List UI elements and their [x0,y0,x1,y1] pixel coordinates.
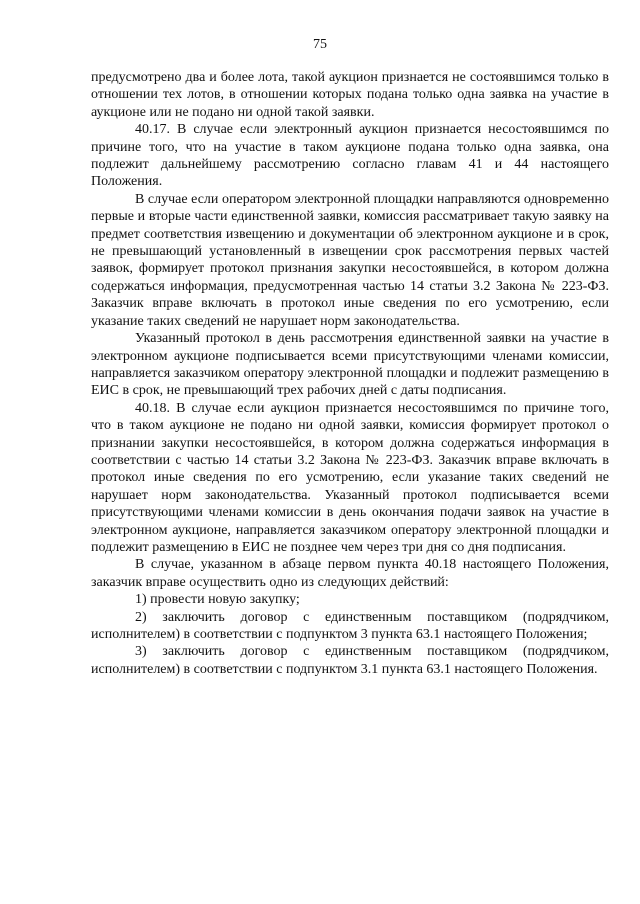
paragraph-4: Указанный протокол в день рассмотрения единственной заявки на участие в электронном аукционе подписывается всеми присутствующими членами комиссии, направляется заказчиком оператору электронной площадки и подлежит размещению в ЕИС в срок, не превышающий трех рабочих дней с даты подписания. [91,331,609,399]
paragraph-2: 40.17. В случае если электронный аукцион признается несостоявшимся по причине того, что на участие в таком аукционе подана только одна заявка, она подлежит дальнейшему рассмотрению согласно главам 41 и 44 настоящего Положения. [91,122,609,190]
paragraph-5: 40.18. В случае если аукцион признается несостоявшимся по причине того, что в таком аукционе не подано ни одной заявки, комиссия формирует протокол о признании закупки несостоявшейся, в котором должна содержаться информация в соответствии с частью 14 статьи 3.2 Закона № 223-ФЗ. Заказчик вправе включать в протокол иные сведения по его усмотрению, если указание таких сведений не нарушает норм законодательства. Указанный протокол подписывается всеми присутствующими членами комиссии в день окончания подачи заявок на участие в электронном аукционе, направляется заказчиком оператору электронной площадки и подлежит размещению в ЕИС не позднее чем через три дня со дня подписания. [91,400,609,555]
list-item-1: 1) провести новую закупку; [135,592,300,608]
list-item-2: 2) заключить договор с единственным поставщиком (подрядчиком, исполнителем) в соответствии с подпунктом 3 пункта 63.1 настоящего Положения; [91,609,609,642]
list-item-3: 3) заключить договор с единственным поставщиком (подрядчиком, исполнителем) в соответствии с подпунктом 3.1 пункта 63.1 настоящего Положения. [91,644,609,677]
page-number: 75 [313,37,327,52]
paragraph-3: В случае если оператором электронной площадки направляются одновременно первые и вторые части единственной заявки, комиссия рассматривает такую заявку на предмет соответствия извещению и документации об электронном аукционе и в срок, не превышающий установленный в извещении срок рассмотрения первых частей заявок, формирует протокол признания закупки несостоявшейся, в котором должна содержаться информация, предусмотренная частью 14 статьи 3.2 Закона № 223-ФЗ. Заказчик вправе включать в протокол иные сведения по его усмотрению, если указание таких сведений не нарушает норм законодательства. [91,191,609,329]
paragraph-6: В случае, указанном в абзаце первом пункта 40.18 настоящего Положения, заказчик вправе осуществить одно из следующих действий: [91,557,609,590]
paragraph-1: предусмотрено два и более лота, такой аукцион признается не состоявшимся только в отношении тех лотов, в отношении которых подана только одна заявка на участие в аукционе или не подано ни одной такой заявки. [91,70,609,120]
body-text [91,69,609,678]
